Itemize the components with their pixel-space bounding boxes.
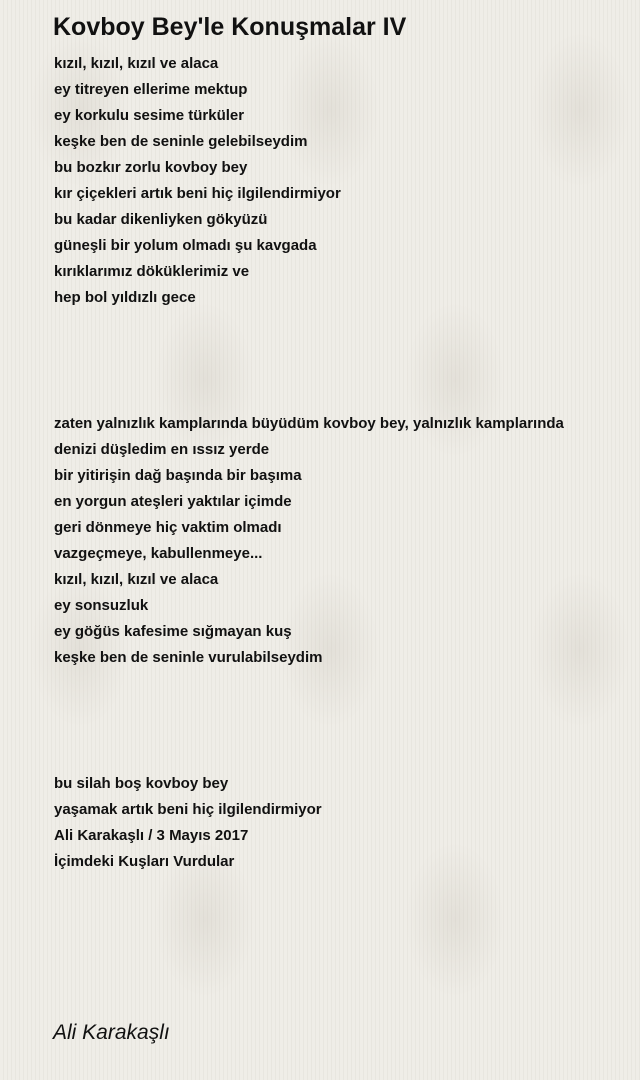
- poem-line: keşke ben de seninle gelebilseydim: [54, 133, 308, 150]
- poem-title: Kovboy Bey'le Konuşmalar IV: [53, 13, 407, 41]
- poem-line: ey göğüs kafesime sığmayan kuş: [54, 623, 292, 640]
- poem-line: en yorgun ateşleri yaktılar içimde: [54, 493, 292, 510]
- poem-line: keşke ben de seninle vurulabilseydim: [54, 649, 323, 666]
- poem-line: İçimdeki Kuşları Vurdular: [54, 853, 235, 870]
- poem-line: güneşli bir yolum olmadı şu kavgada: [54, 237, 317, 254]
- stanza-1: [54, 51, 341, 311]
- poem-line: kır çiçekleri artık beni hiç ilgilendirmiyor: [54, 185, 341, 202]
- poem-line: ey korkulu sesime türküler: [54, 107, 245, 124]
- poem-line: kızıl, kızıl, kızıl ve alaca: [54, 55, 219, 72]
- poem-author: Ali Karakaşlı: [53, 1021, 170, 1044]
- poem-line: ey sonsuzluk: [54, 597, 149, 614]
- poem-line: ey titreyen ellerime mektup: [54, 81, 248, 98]
- poem-line: kızıl, kızıl, kızıl ve alaca: [54, 571, 219, 588]
- stanza-3: [54, 771, 322, 875]
- poem-line: hep bol yıldızlı gece: [54, 289, 196, 306]
- poem-line: geri dönmeye hiç vaktim olmadı: [54, 519, 282, 536]
- poem-line: denizi düşledim en ıssız yerde: [54, 441, 270, 458]
- stanza-2: [54, 411, 564, 671]
- poem-line: yaşamak artık beni hiç ilgilendirmiyor: [54, 801, 322, 818]
- poem-line: bir yitirişin dağ başında bir başıma: [54, 467, 302, 484]
- poem-line: bu bozkır zorlu kovboy bey: [54, 159, 248, 176]
- poem-line: kırıklarımız döküklerimiz ve: [54, 263, 250, 280]
- poem-line: vazgeçmeye, kabullenmeye...: [54, 545, 263, 562]
- poem-line: Ali Karakaşlı / 3 Mayıs 2017: [54, 827, 249, 844]
- poem-line: bu silah boş kovboy bey: [54, 775, 229, 792]
- poem-line: bu kadar dikenliyken gökyüzü: [54, 211, 268, 228]
- poem-line: zaten yalnızlık kamplarında büyüdüm kovboy bey, yalnızlık kamplarında: [54, 415, 564, 432]
